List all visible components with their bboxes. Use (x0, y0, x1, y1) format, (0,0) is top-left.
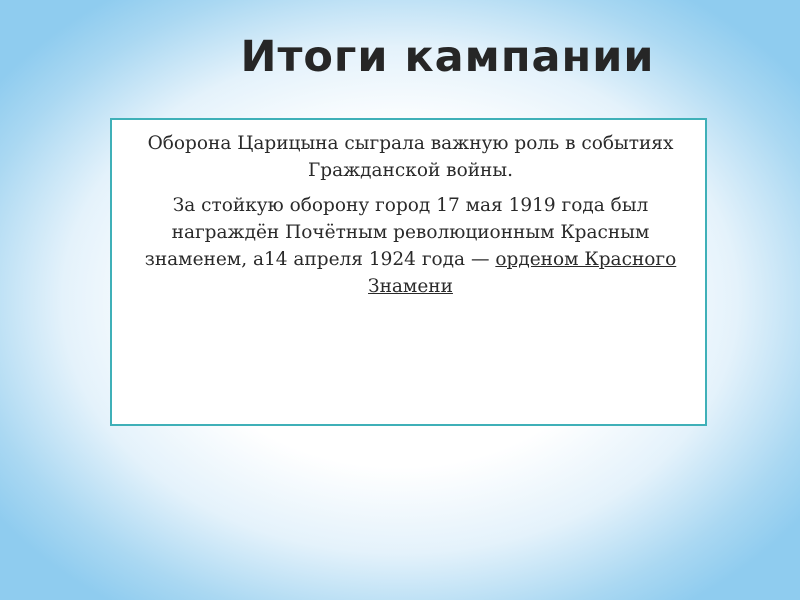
award-text: За стойкую оборону город 17 мая 1919 года был награждён Почётным революционным Красным знаменем, а14 апреля 1924 года — (144, 195, 650, 270)
slide-title: Итоги кампании (240, 32, 655, 82)
paragraph-tsaritsyn-defense: Оборона Царицына сыграла важную роль в событиях Гражданской войны. (147, 133, 674, 181)
content-box (110, 118, 707, 426)
order-red-banner-link[interactable]: орденом Красного Знамени (368, 249, 677, 297)
paragraph-award (122, 192, 699, 300)
